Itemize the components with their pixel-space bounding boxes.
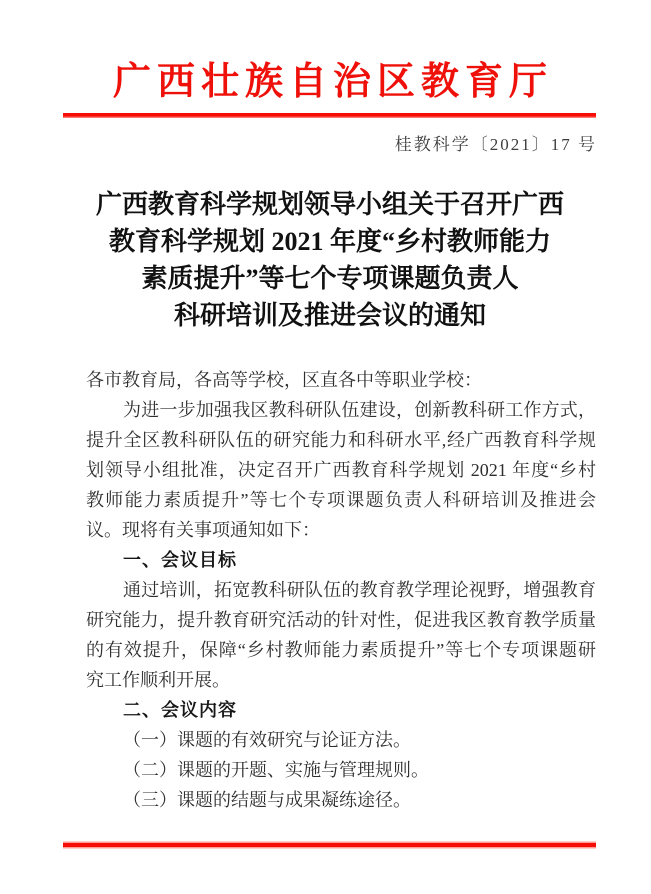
header-divider-line [63, 113, 596, 118]
body-line: 各市教育局，各高等学校，区直各中等职业学校： [86, 370, 482, 390]
body-line: 究工作顺利开展。 [86, 670, 230, 690]
notice-title [63, 186, 597, 334]
document-number: 桂教科学〔2021〕17 号 [394, 135, 597, 154]
body-line: 划领导小组批准，决定召开广西教育科学规划 2021 年度“乡村 [86, 460, 596, 480]
notice-title-line: 广西教育科学规划领导小组关于召开广西 [95, 190, 564, 219]
body-line: （一）课题的有效研究与论证方法。 [123, 730, 411, 750]
notice-body [86, 365, 596, 815]
footer-divider-line [63, 843, 596, 847]
section-heading: 二、会议内容 [123, 700, 237, 720]
body-line: 的有效提升，保障“乡村教师能力素质提升”等七个专项课题研 [86, 640, 596, 660]
notice-title-line: 教育科学规划 2021 年度“乡村教师能力 [108, 227, 551, 256]
body-line: 议。现将有关事项通知如下： [86, 520, 320, 540]
body-line: 通过培训，拓宽教科研队伍的教育教学理论视野，增强教育 [123, 580, 596, 600]
body-line: （三）课题的结题与成果凝练途径。 [123, 790, 411, 810]
agency-title: 广西壮族自治区教育厅 [112, 61, 553, 103]
body-line: （二）课题的开题、实施与管理规则。 [123, 760, 429, 780]
body-line: 教师能力素质提升”等七个专项课题负责人科研培训及推进会 [86, 490, 596, 510]
notice-title-line: 科研培训及推进会议的通知 [173, 301, 486, 330]
body-line: 研究能力，提升教育研究活动的针对性，促进我区教育教学质量 [86, 610, 596, 630]
body-line: 提升全区教科研队伍的研究能力和科研水平,经广西教育科学规 [86, 430, 596, 450]
section-heading: 一、会议目标 [123, 550, 237, 570]
notice-title-line: 素质提升”等七个专项课题负责人 [141, 264, 519, 293]
body-line: 为进一步加强我区教科研队伍建设，创新教科研工作方式， [123, 400, 596, 420]
